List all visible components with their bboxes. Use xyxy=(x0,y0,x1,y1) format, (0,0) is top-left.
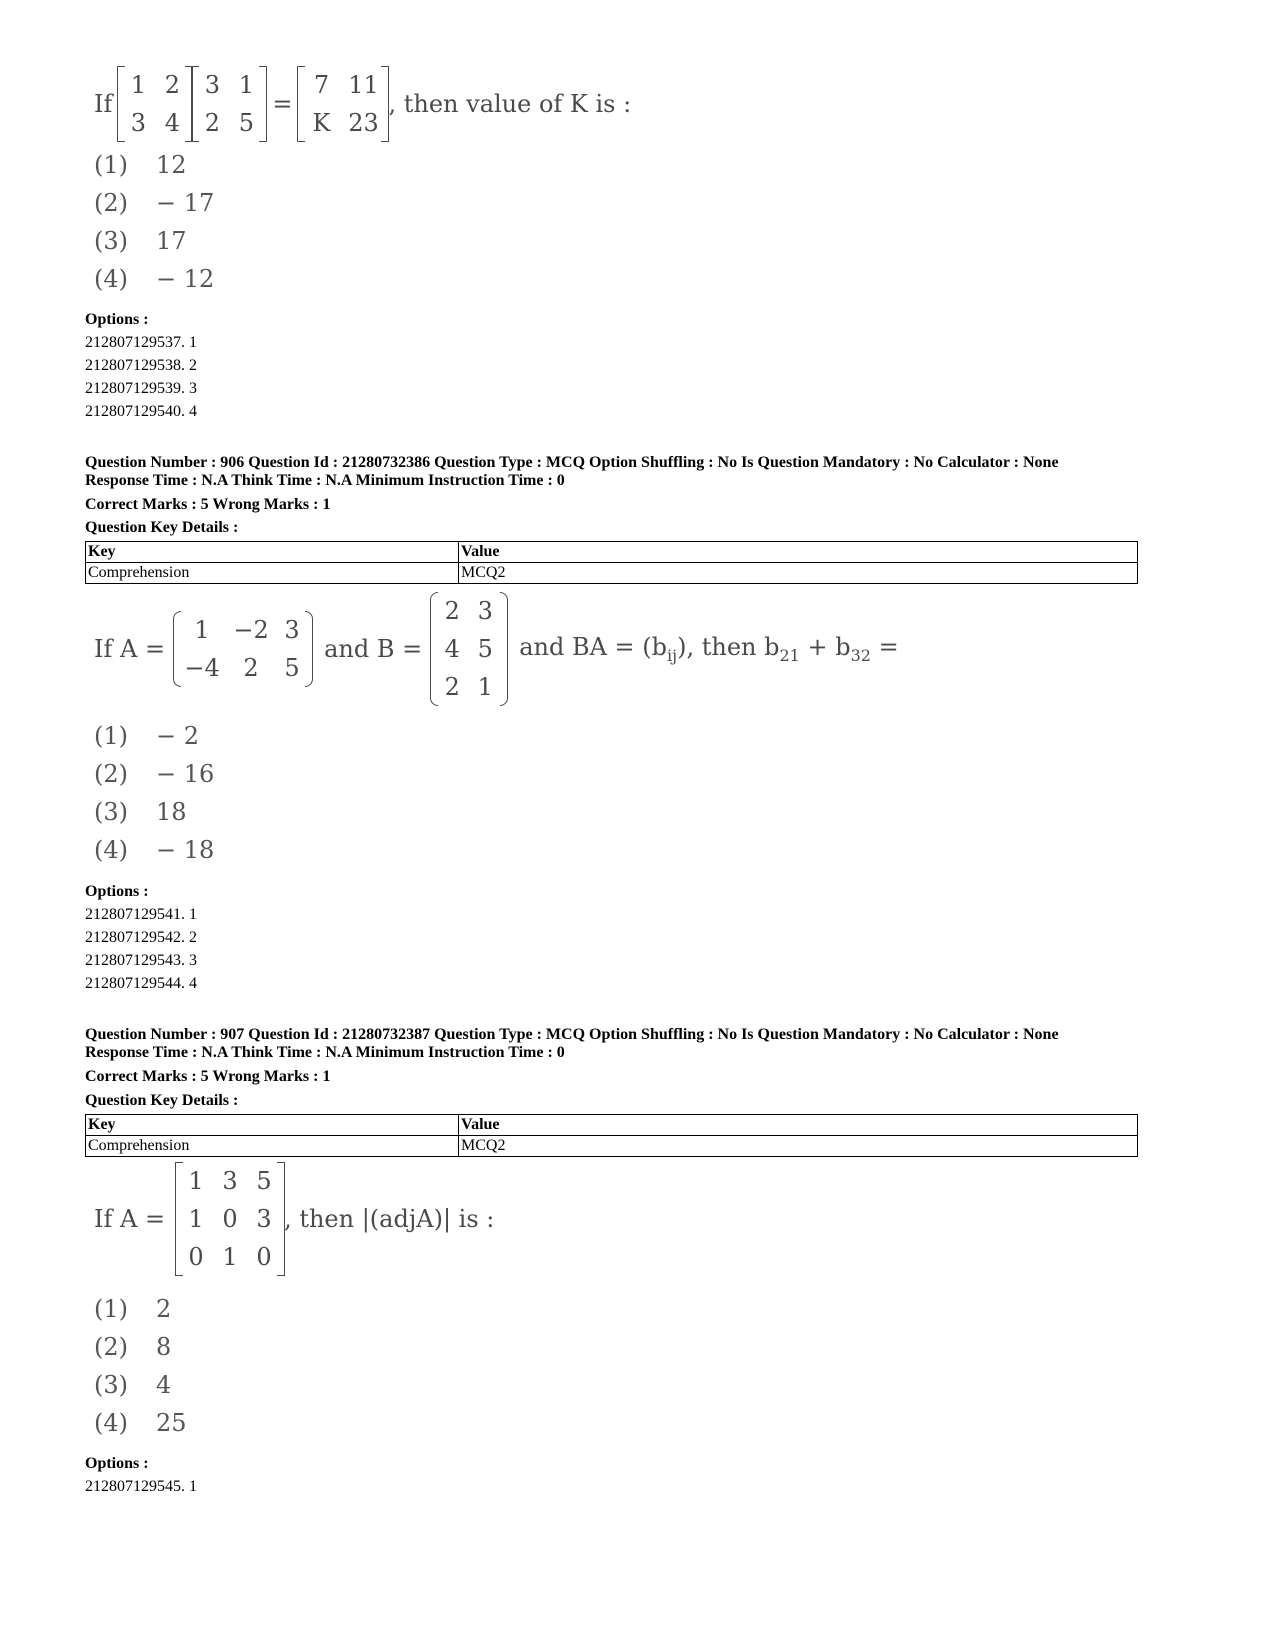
choice: (2) − 16 xyxy=(94,760,215,788)
q907-options: Options : 212807129545. 1 xyxy=(85,1452,197,1498)
matrix-left: 1 2 3 4 xyxy=(121,66,189,142)
option-id: 212807129539. 3 xyxy=(85,380,197,397)
q907-meta: Question Number : 907 Question Id : 21280732387 Question Type : MCQ Option Shuffling : No Is Question Mandatory : No Calculator : None Response Time : N.A Think Time : N.A Minimum Instruction Time : 0 xyxy=(85,1026,1059,1061)
option-id: 212807129543. 3 xyxy=(85,952,197,969)
matrix-b: 2 3 4 5 2 1 xyxy=(436,592,502,706)
q907-choices xyxy=(94,1290,187,1442)
option-id: 212807129538. 2 xyxy=(85,357,197,374)
choice: (3) 18 xyxy=(94,798,187,826)
q906-key-table: Key Value Comprehension MCQ2 xyxy=(85,541,1138,584)
q906-key-details-label: Question Key Details : xyxy=(85,519,239,536)
choice: (1) 2 xyxy=(94,1295,172,1323)
matrix-middle: 3 1 2 5 xyxy=(195,66,263,142)
choice: (3) 4 xyxy=(94,1371,172,1399)
choice: (4) − 12 xyxy=(94,265,215,293)
q905-options: Options : 212807129537. 1 212807129538. 2 212807129539. 3 212807129540. 4 xyxy=(85,308,197,423)
option-id: 212807129537. 1 xyxy=(85,334,197,351)
matrix-a: 1 3 5 1 0 3 0 1 0 xyxy=(179,1162,281,1276)
option-id: 212807129540. 4 xyxy=(85,403,197,420)
q907-key-details-label: Question Key Details : xyxy=(85,1092,239,1109)
q907-stem: If A = 1 3 5 1 0 3 0 1 0 , then |(adjA)| is : xyxy=(88,1162,494,1276)
choice: (4) 25 xyxy=(94,1409,187,1437)
q906-choices xyxy=(94,717,214,869)
matrix-a: 1 −2 3 −4 2 5 xyxy=(179,611,307,687)
q906-meta: Question Number : 906 Question Id : 21280732386 Question Type : MCQ Option Shuffling : No Is Question Mandatory : No Calculator : None Response Time : N.A Think Time : N.A Minimum Instruction Time : 0 xyxy=(85,454,1059,489)
choice: (4) − 18 xyxy=(94,836,215,864)
option-id: 212807129542. 2 xyxy=(85,929,197,946)
q906-options: Options : 212807129541. 1 212807129542. 2 212807129543. 3 212807129544. 4 xyxy=(85,880,197,995)
q905-stem: If 1 2 3 4 3 1 2 5 = 7 11 K 23 , then value of K is : xyxy=(88,66,631,142)
matrix-result: 7 11 K 23 xyxy=(301,66,385,142)
q906-marks: Correct Marks : 5 Wrong Marks : 1 xyxy=(85,496,331,513)
option-id: 212807129544. 4 xyxy=(85,975,197,992)
choice: (2) 8 xyxy=(94,1333,172,1361)
option-id: 212807129545. 1 xyxy=(85,1478,197,1495)
q907-key-table: Key Value Comprehension MCQ2 xyxy=(85,1114,1138,1157)
choice: (1) 12 xyxy=(94,151,187,179)
q905-choices xyxy=(94,146,214,298)
option-id: 212807129541. 1 xyxy=(85,906,197,923)
choice: (2) − 17 xyxy=(94,189,215,217)
choice: (1) − 2 xyxy=(94,722,200,750)
choice: (3) 17 xyxy=(94,227,187,255)
q907-marks: Correct Marks : 5 Wrong Marks : 1 xyxy=(85,1068,331,1085)
q906-stem: If A = 1 −2 3 −4 2 5 and B = 2 3 4 5 2 1 and BA = $(b_{ij})$, then $b_{21} + b_{32}$ = xyxy=(88,592,899,706)
